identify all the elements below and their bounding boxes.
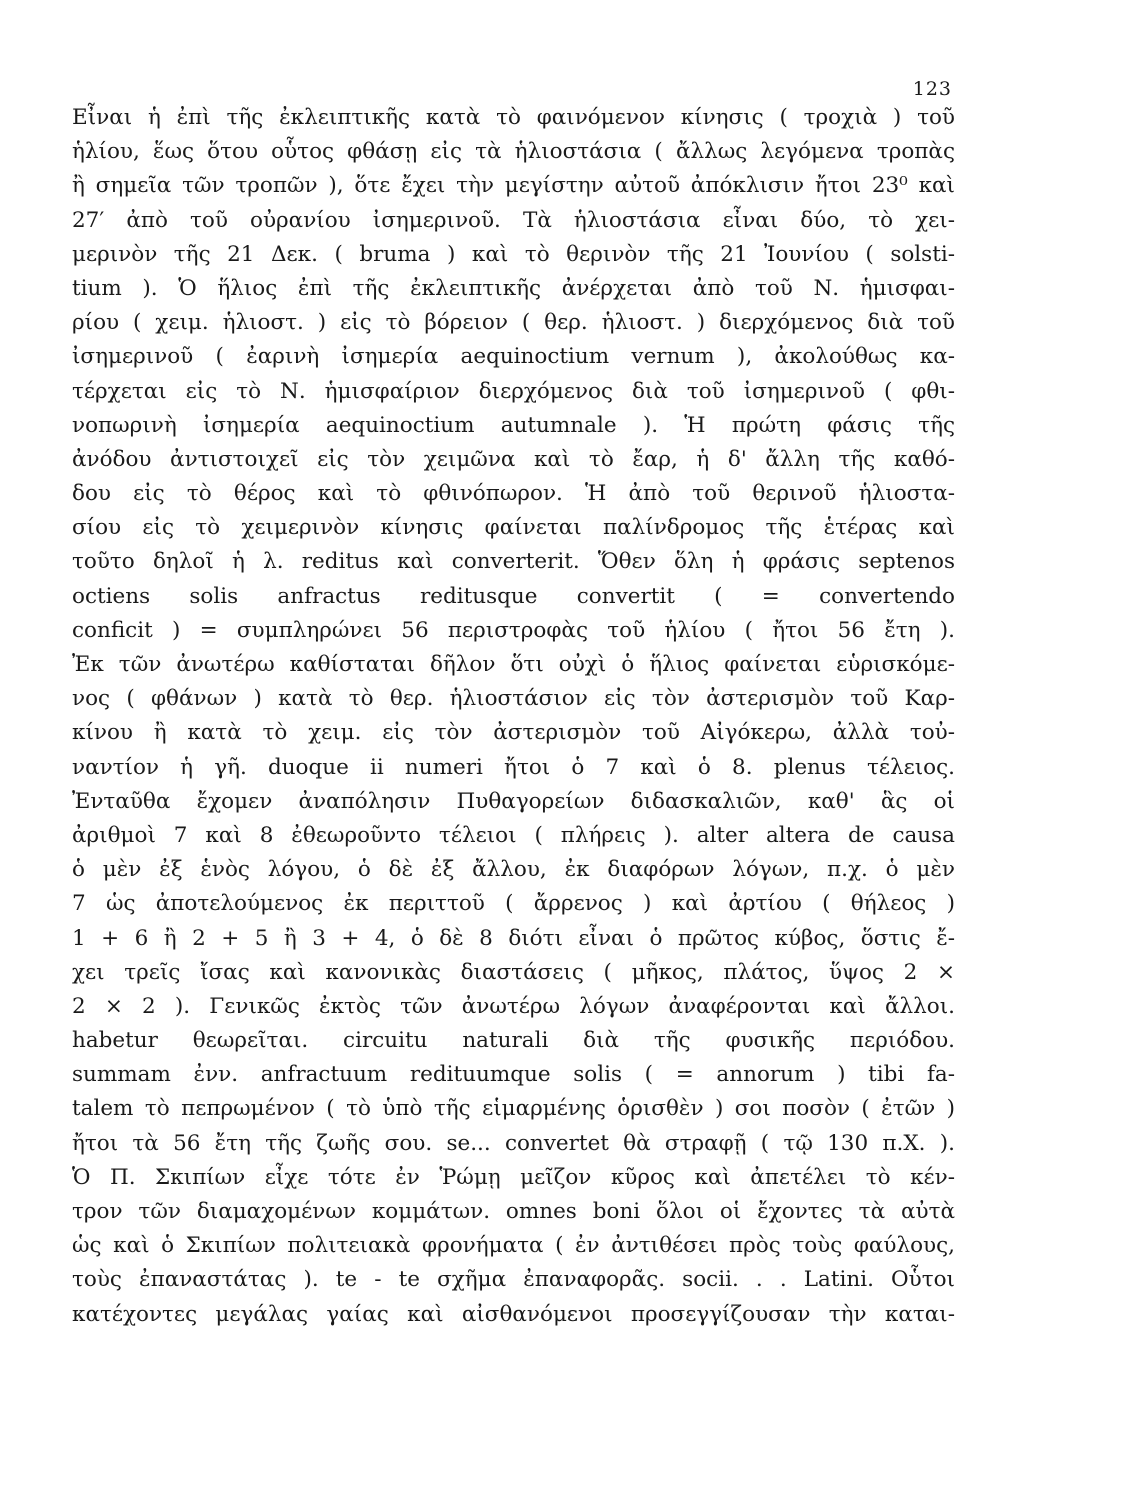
body-text bbox=[72, 101, 955, 1332]
page-number: 123 bbox=[912, 78, 952, 100]
text-line: κατέχοντες μεγάλας γαίας καὶ αἰσθανόμενοι προσεγγίζουσαν τὴν καται- bbox=[72, 1301, 955, 1327]
text-line: Ἐνταῦθα ἔχομεν ἀναπόλησιν Πυθαγορείων διδασκαλιῶν, καθ' ἃς οἱ bbox=[72, 788, 955, 814]
text-line: τοὺς ἐπαναστάτας ). te - te σχῆμα ἐπαναφορᾶς. socii. . . Latini. Οὗτοι bbox=[72, 1267, 955, 1293]
text-line: ἤτοι τὰ 56 ἔτη τῆς ζωῆς σου. se... convertet θὰ στραφῇ ( τῷ 130 π.Χ. ). bbox=[72, 1130, 955, 1156]
text-line: σίου εἰς τὸ χειμερινὸν κίνησις φαίνεται παλίνδρομος τῆς ἑτέρας καὶ bbox=[72, 515, 955, 541]
text-line: δου εἰς τὸ θέρος καὶ τὸ φθινόπωρον. Ἡ ἀπὸ τοῦ θερινοῦ ἡλιοστα- bbox=[72, 481, 955, 507]
text-line: ὡς καὶ ὁ Σκιπίων πολιτειακὰ φρονήματα ( ἐν ἀντιθέσει πρὸς τοὺς φαύλους, bbox=[72, 1233, 955, 1259]
text-line: ναντίον ἡ γῆ. duoque ii numeri ἤτοι ὁ 7 καὶ ὁ 8. plenus τέλειος. bbox=[72, 754, 955, 780]
text-line: Εἶναι ἡ ἐπὶ τῆς ἐκλειπτικῆς κατὰ τὸ φαινόμενον κίνησις ( τροχιὰ ) τοῦ bbox=[72, 105, 955, 130]
text-line: ἡλίου, ἕως ὅτου οὗτος φθάσῃ εἰς τὰ ἡλιοστάσια ( ἄλλως λεγόμενα τροπὰς bbox=[72, 139, 955, 165]
text-line: τρον τῶν διαμαχομένων κομμάτων. omnes boni ὅλοι οἱ ἔχοντες τὰ αὐτὰ bbox=[72, 1199, 955, 1224]
text-line: 1 + 6 ἢ 2 + 5 ἢ 3 + 4, ὁ δὲ 8 διότι εἶναι ὁ πρῶτος κύβος, ὅστις ἔ- bbox=[72, 925, 955, 951]
text-line: ὁ μὲν ἐξ ἑνὸς λόγου, ὁ δὲ ἐξ ἄλλου, ἐκ διαφόρων λόγων, π.χ. ὁ μὲν bbox=[72, 857, 955, 883]
text-line: octiens solis anfractus reditusque convertit ( = convertendo bbox=[72, 583, 955, 609]
text-line: 2 × 2 ). Γενικῶς ἐκτὸς τῶν ἀνωτέρω λόγων ἀναφέρονται καὶ ἄλλοι. bbox=[72, 993, 955, 1019]
text-line: 27′ ἀπὸ τοῦ οὐρανίου ἰσημερινοῦ. Τὰ ἡλιοστάσια εἶναι δύο, τὸ χει- bbox=[72, 207, 955, 233]
text-line: κίνου ἢ κατὰ τὸ χειμ. εἰς τὸν ἀστερισμὸν τοῦ Αἰγόκερω, ἀλλὰ τοὐ- bbox=[72, 720, 955, 746]
text-line: tium ). Ὁ ἥλιος ἐπὶ τῆς ἐκλειπτικῆς ἀνέρχεται ἀπὸ τοῦ Ν. ἡμισφαι- bbox=[72, 275, 955, 301]
text-line: conficit ) = συμπληρώνει 56 περιστροφὰς τοῦ ἡλίου ( ἤτοι 56 ἔτη ). bbox=[72, 617, 955, 643]
text-line: μερινὸν τῆς 21 Δεκ. ( bruma ) καὶ τὸ θερινὸν τῆς 21 Ἰουνίου ( solsti- bbox=[72, 241, 955, 267]
text-line: ἀνόδου ἀντιστοιχεῖ εἰς τὸν χειμῶνα καὶ τὸ ἔαρ, ἡ δ' ἄλλη τῆς καθό- bbox=[72, 446, 955, 472]
text-line: Ὁ Π. Σκιπίων εἶχε τότε ἐν Ῥώμῃ μεῖζον κῦρος καὶ ἀπετέλει τὸ κέν- bbox=[72, 1164, 955, 1190]
text-line: ἢ σημεῖα τῶν τροπῶν ), ὅτε ἔχει τὴν μεγίστην αὐτοῦ ἀπόκλισιν ἤτοι 23⁰ καὶ bbox=[72, 173, 955, 199]
text-line: νοπωρινὴ ἰσημερία aequinoctium autumnale ). Ἡ πρώτη φάσις τῆς bbox=[72, 412, 955, 438]
text-line: habetur θεωρεῖται. circuitu naturali διὰ τῆς φυσικῆς περιόδου. bbox=[72, 1028, 955, 1054]
text-line: τοῦτο δηλοῖ ἡ λ. reditus καὶ converterit. Ὅθεν ὅλη ἡ φράσις septenos bbox=[72, 549, 955, 575]
text-line: ἰσημερινοῦ ( ἐαρινὴ ἰσημερία aequinoctium vernum ), ἀκολούθως κα- bbox=[72, 344, 955, 370]
text-line: νος ( φθάνων ) κατὰ τὸ θερ. ἡλιοστάσιον εἰς τὸν ἀστερισμὸν τοῦ Καρ- bbox=[72, 686, 955, 712]
text-line: χει τρεῖς ἴσας καὶ κανονικὰς διαστάσεις ( μῆκος, πλάτος, ὕψος 2 × bbox=[72, 959, 955, 985]
text-line: ἀριθμοὶ 7 καὶ 8 ἐθεωροῦντο τέλειοι ( πλήρεις ). alter altera de causa bbox=[72, 822, 955, 848]
text-line: Ἐκ τῶν ἀνωτέρω καθίσταται δῆλον ὅτι οὐχὶ ὁ ἥλιος φαίνεται εὑρισκόμε- bbox=[72, 652, 955, 677]
text-line: talem τὸ πεπρωμένον ( τὸ ὑπὸ τῆς εἱμαρμένης ὁρισθὲν ) σοι ποσὸν ( ἐτῶν ) bbox=[72, 1096, 955, 1122]
text-line: 7 ὡς ἀποτελούμενος ἐκ περιττοῦ ( ἄρρενος ) καὶ ἀρτίου ( θήλεος ) bbox=[72, 891, 955, 917]
text-line: summam ἐνν. anfractuum redituumque solis ( = annorum ) tibi fa- bbox=[72, 1062, 955, 1088]
text-line: ρίου ( χειμ. ἡλιοστ. ) εἰς τὸ βόρειον ( θερ. ἡλιοστ. ) διερχόμενος διὰ τοῦ bbox=[72, 310, 955, 336]
text-line: τέρχεται εἰς τὸ Ν. ἡμισφαίριον διερχόμενος διὰ τοῦ ἰσημερινοῦ ( φθι- bbox=[72, 378, 955, 404]
